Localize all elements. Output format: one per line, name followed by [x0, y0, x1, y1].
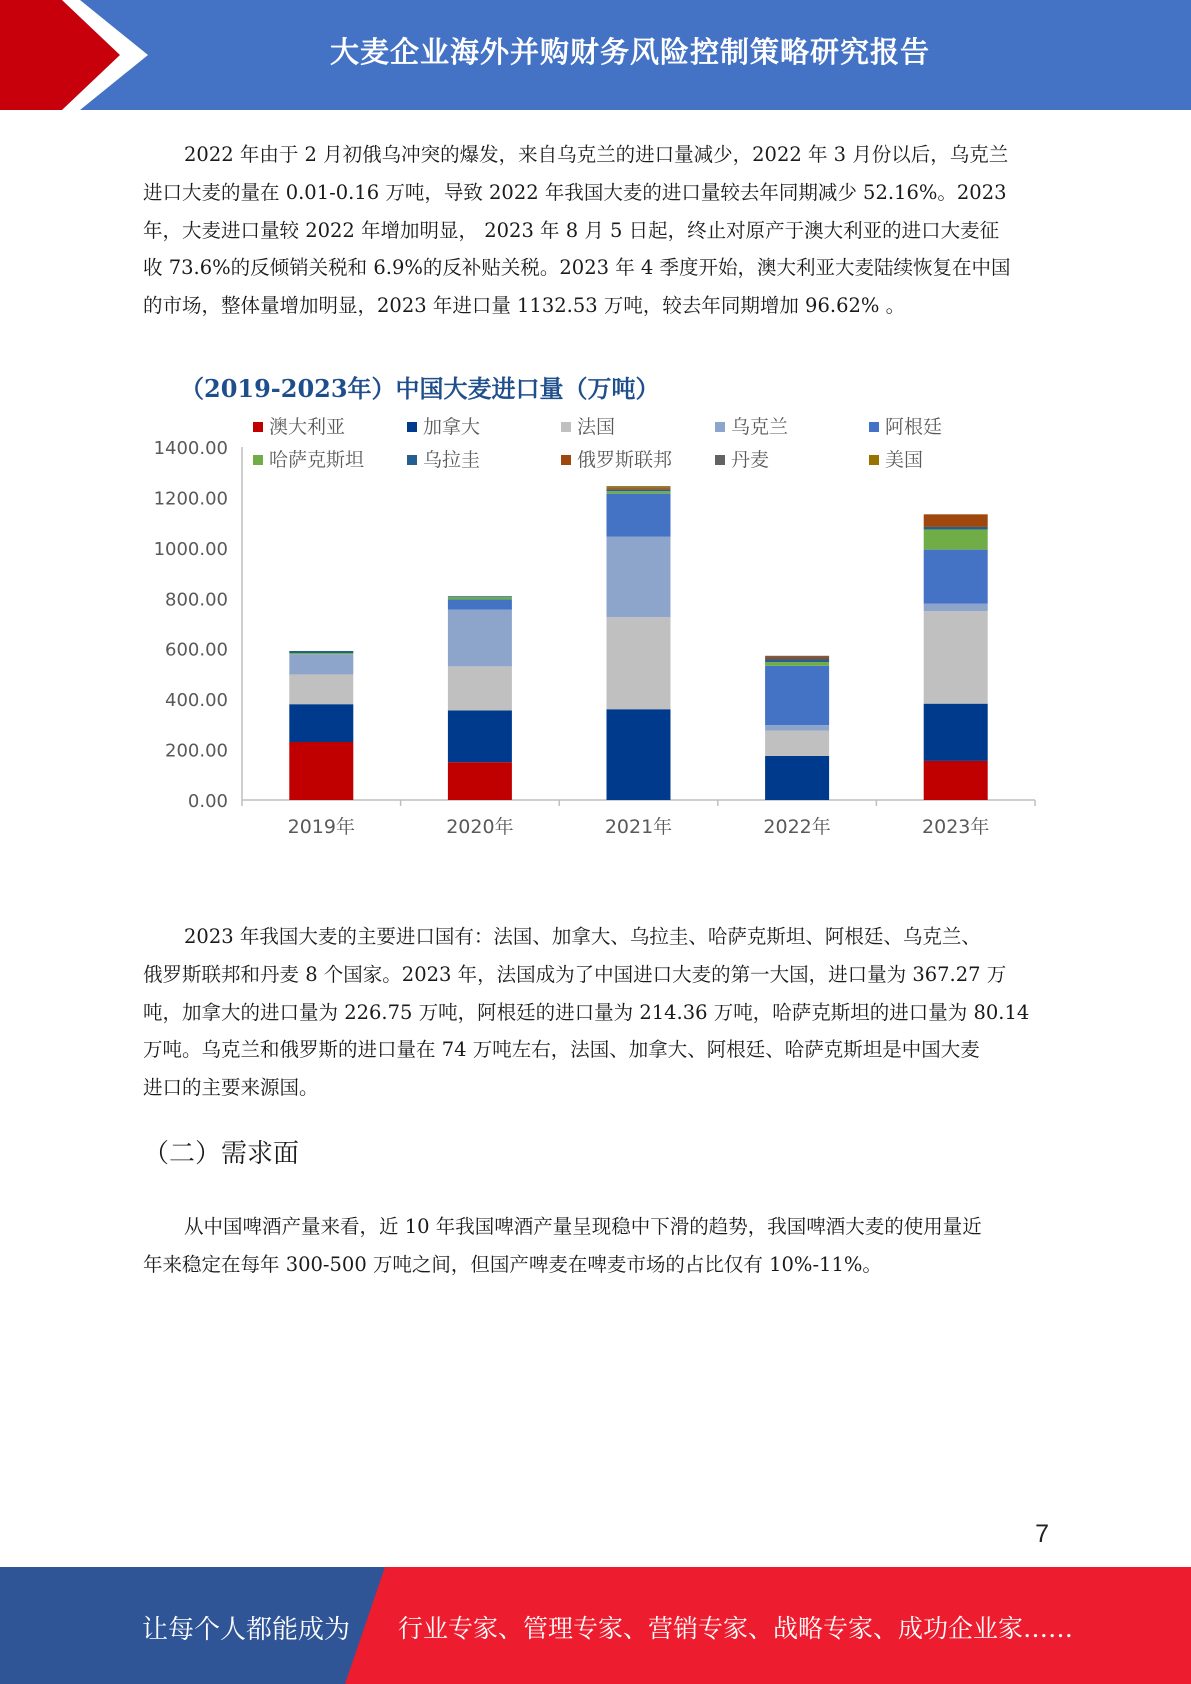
bar-segment — [765, 731, 829, 756]
paragraph-beer-demand — [143, 1208, 1048, 1284]
paragraph-line: 进口大麦的量在 0.01-0.16 万吨，导致 2022 年我国大麦的进口量较去年同期减少 52.16%。2023 — [143, 180, 1007, 204]
legend-label: 阿根廷 — [885, 416, 943, 438]
bar-segment — [765, 725, 829, 731]
y-tick-label: 800.00 — [165, 589, 228, 611]
bar-segment — [765, 659, 829, 662]
bar-segment — [448, 610, 512, 667]
legend-swatch — [407, 422, 417, 432]
legend-label: 乌拉圭 — [423, 449, 481, 471]
legend-item — [407, 449, 480, 471]
paragraph-line: 俄罗斯联邦和丹麦 8 个国家。2023 年，法国成为了中国进口大麦的第一大国，进口量为 367.27 万 — [143, 962, 1007, 986]
bar-segment — [765, 666, 829, 725]
bar-segment — [607, 486, 671, 487]
section-heading: （二）需求面 — [143, 1139, 300, 1169]
chart-bars — [289, 486, 987, 800]
bar-segment — [607, 491, 671, 494]
legend-label: 俄罗斯联邦 — [577, 449, 673, 471]
bar-segment — [924, 604, 988, 612]
paragraph-line: 吨，加拿大的进口量为 226.75 万吨，阿根廷的进口量为 214.36 万吨，哈萨克斯坦的进口量为 80.14 — [143, 1000, 1030, 1024]
legend-item — [561, 449, 672, 471]
bar-segment — [448, 710, 512, 762]
legend-item — [715, 416, 788, 438]
bar-segment — [448, 666, 512, 710]
bar-segment — [924, 529, 988, 549]
bar-segment — [289, 654, 353, 674]
legend-label: 法国 — [577, 416, 616, 438]
bar-segment — [607, 494, 671, 537]
legend-swatch — [715, 455, 725, 465]
bar-segment — [289, 704, 353, 742]
y-tick-label: 1200.00 — [153, 488, 228, 510]
legend-item — [561, 416, 615, 438]
chart-svg — [150, 362, 1050, 862]
page-header — [0, 0, 1191, 110]
legend-item — [869, 449, 923, 471]
bar-segment — [924, 550, 988, 604]
paragraph-line: 2023 年我国大麦的主要进口国有：法国、加拿大、乌拉圭、哈萨克斯坦、阿根廷、乌克兰、 — [184, 925, 981, 948]
paragraph-import-countries-2023 — [143, 918, 1048, 1107]
bar-segment — [924, 527, 988, 530]
bar-segment — [289, 742, 353, 800]
legend-label: 哈萨克斯坦 — [269, 449, 365, 471]
bar-segment — [289, 653, 353, 654]
legend-label: 美国 — [885, 449, 924, 471]
bar-segment — [765, 756, 829, 800]
header-title: 大麦企业海外并购财务风险控制策略研究报告 — [329, 35, 930, 69]
legend-swatch — [561, 422, 571, 432]
legend-swatch — [253, 455, 263, 465]
paragraph-line: 年来稳定在每年 300-500 万吨之间，但国产啤麦在啤麦市场的占比仅有 10%-11%。 — [143, 1252, 882, 1276]
header-arrow-decoration — [0, 0, 200, 110]
paragraph-line: 进口的主要来源国。 — [143, 1076, 319, 1100]
legend-label: 乌克兰 — [731, 416, 789, 438]
legend-swatch — [253, 422, 263, 432]
y-tick-label: 1400.00 — [153, 438, 228, 459]
bar-segment — [448, 600, 512, 610]
paragraph-line: 2022 年由于 2 月初俄乌冲突的爆发，来自乌克兰的进口量减少，2022 年 3 月份以后，乌克兰 — [184, 143, 1009, 166]
x-tick-label: 2020年 — [446, 816, 514, 838]
paragraph-import-2022-2023 — [143, 136, 1048, 325]
page-number: 7 — [1035, 1520, 1049, 1548]
legend-item — [253, 449, 364, 471]
bar-segment — [607, 709, 671, 800]
legend-label: 澳大利亚 — [269, 416, 346, 438]
legend-swatch — [869, 422, 879, 432]
legend-swatch — [869, 455, 879, 465]
y-tick-label: 1000.00 — [153, 538, 228, 560]
bar-segment — [607, 537, 671, 618]
chart-axes — [154, 438, 1035, 838]
paragraph-line: 收 73.6%的反倾销关税和 6.9%的反补贴关税。2023 年 4 季度开始，澳大利亚大麦陆续恢复在中国 — [143, 256, 1011, 280]
page-footer — [0, 1567, 1191, 1684]
paragraph-line: 万吨。乌克兰和俄罗斯的进口量在 74 万吨左右，法国、加拿大、阿根廷、哈萨克斯坦是中国大麦 — [143, 1038, 980, 1062]
bar-segment — [289, 674, 353, 704]
chart-legend — [253, 416, 942, 471]
legend-item — [407, 416, 480, 438]
x-tick-label: 2019年 — [287, 816, 355, 838]
bar-segment — [448, 596, 512, 597]
bar-segment — [924, 514, 988, 527]
bar-segment — [289, 651, 353, 653]
paragraph-line: 的市场，整体量增加明显，2023 年进口量 1132.53 万吨，较去年同期增加 96.62% 。 — [143, 294, 906, 318]
bar-segment — [607, 617, 671, 709]
bar-segment — [765, 657, 829, 659]
legend-swatch — [715, 422, 725, 432]
bar-segment — [607, 490, 671, 491]
y-tick-label: 200.00 — [165, 740, 228, 762]
legend-swatch — [561, 455, 571, 465]
footer-slogan-right: 行业专家、管理专家、营销专家、战略专家、成功企业家…… — [398, 1614, 1074, 1643]
x-tick-label: 2023年 — [922, 816, 990, 838]
paragraph-line: 从中国啤酒产量来看，近 10 年我国啤酒产量呈现稳中下滑的趋势，我国啤酒大麦的使用量近 — [184, 1215, 982, 1238]
legend-label: 加拿大 — [423, 416, 481, 438]
legend-item — [715, 449, 769, 471]
bar-segment — [765, 656, 829, 657]
legend-swatch — [407, 455, 417, 465]
barley-import-chart — [150, 362, 1050, 862]
bar-segment — [448, 762, 512, 800]
y-tick-label: 400.00 — [165, 690, 228, 712]
bar-segment — [607, 487, 671, 488]
x-tick-label: 2022年 — [763, 816, 831, 838]
legend-item — [869, 416, 942, 438]
bar-segment — [924, 761, 988, 800]
x-tick-label: 2021年 — [604, 816, 673, 838]
legend-item — [253, 416, 345, 438]
bar-segment — [607, 489, 671, 490]
bar-segment — [448, 597, 512, 600]
bar-segment — [765, 662, 829, 666]
bar-segment — [924, 704, 988, 761]
footer-slogan-left: 让每个人都能成为 — [142, 1615, 351, 1645]
y-tick-label: 600.00 — [165, 639, 228, 661]
y-tick-label: 0.00 — [187, 791, 228, 812]
paragraph-line: 年，大麦进口量较 2022 年增加明显， 2023 年 8 月 5 日起，终止对原产于澳大利亚的进口大麦征 — [143, 218, 1000, 242]
chart-title: （2019-2023年）中国大麦进口量（万吨） — [180, 374, 660, 403]
bar-segment — [924, 611, 988, 704]
legend-label: 丹麦 — [731, 449, 770, 471]
